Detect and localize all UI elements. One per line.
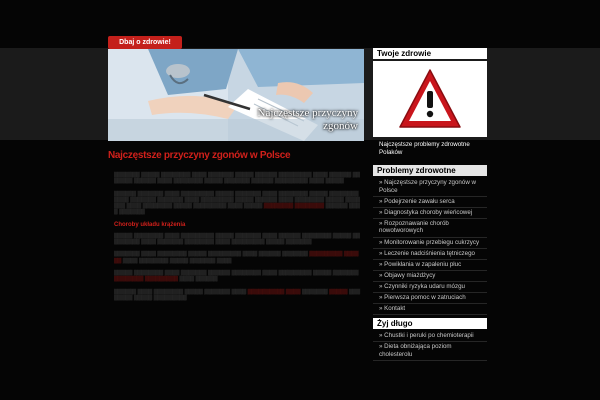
list-item[interactable]: » Leczenie nadciśnienia tętniczego: [373, 249, 487, 260]
widget-caption[interactable]: Najczęstsze problemy zdrowotne Polaków: [379, 141, 470, 156]
blurred-paragraph: ▒▒▒▒▒▒▒ ▒▒▒▒ ▒▒▒▒▒▒▒▒ ▒▒▒▒▒ ▒▒▒▒▒▒▒▒▒ ▒▒▒▒ ▒▒▒▒▒▒ ▒▒▒▒▒▒▒ ▒▒▒▒▒▒▒▒▒ ▒▒▒▒▒▒ ▒▒▒▒ ▒▒▒▒▒▒▒▒ ▒▒▒▒▒ ▒▒▒▒▒▒▒ ▒▒▒▒: [114, 251, 359, 264]
post-subheading: Choroby układu krążenia: [114, 221, 186, 228]
list-item[interactable]: » Podejrzenie zawału serca: [373, 197, 487, 208]
warning-image[interactable]: [373, 61, 487, 137]
list-item[interactable]: » Objawy miażdżycy: [373, 271, 487, 282]
zyj-dlugo-list: [373, 331, 487, 361]
blurred-paragraph: ▒▒▒▒▒▒▒ ▒▒▒▒▒ ▒▒▒▒▒▒▒▒ ▒▒▒▒ ▒▒▒▒▒▒▒ ▒▒▒▒▒ ▒▒▒▒▒▒ ▒▒▒▒▒▒▒▒▒ ▒▒▒▒ ▒▒▒▒▒▒ ▒▒▒▒▒▒▒ ▒▒▒▒▒▒ ▒▒▒▒ ▒▒▒▒▒▒▒▒ ▒▒▒▒▒ ▒▒▒▒▒▒▒ ▒▒▒▒▒▒ ▒▒▒▒▒▒▒▒▒ ▒▒▒▒ ▒▒▒▒▒: [114, 172, 360, 185]
widget-title-problemy: Problemy zdrowotne: [373, 165, 487, 176]
list-item[interactable]: » Rozpoznawanie chorób nowotworowych: [373, 219, 487, 238]
site-badge[interactable]: Dbaj o zdrowie!: [108, 36, 182, 49]
blurred-paragraph: ▒▒▒▒▒▒ ▒▒▒▒▒▒▒ ▒▒▒▒ ▒▒▒▒▒▒▒▒▒ ▒▒▒▒▒ ▒▒▒▒▒▒▒ ▒▒▒▒ ▒▒▒▒▒▒▒▒ ▒▒▒▒▒ ▒▒▒▒▒▒▒▒ ▒▒▒▒ ▒▒▒▒▒▒▒ ▒▒▒▒▒▒▒ ▒▒▒▒ ▒▒▒▒▒▒▒▒▒ ▒▒▒▒▒ ▒▒▒▒▒▒ ▒▒▒▒ ▒▒▒▒▒▒▒▒ ▒▒▒▒▒ ▒▒▒▒▒▒▒ ▒▒▒▒ ▒▒▒▒▒▒▒▒ ▒▒▒▒▒ ▒▒▒▒▒▒▒▒▒ ▒▒▒▒ ▒▒▒▒▒ ▒▒▒▒▒▒▒▒ ▒▒▒▒▒▒▒▒ ▒▒▒▒▒▒ ▒▒▒▒ ▒▒▒▒▒▒▒: [114, 190, 360, 216]
list-item[interactable]: » Dieta obniżająca poziom cholesterolu: [373, 342, 487, 361]
hero-caption[interactable]: Najczęstsze przyczyny zgonów: [257, 107, 358, 132]
list-item[interactable]: » Pierwsza pomoc w zatruciach: [373, 293, 487, 304]
blurred-paragraph: ▒▒▒▒▒ ▒▒▒▒▒▒▒▒ ▒▒▒▒ ▒▒▒▒▒▒▒▒▒ ▒▒▒▒▒ ▒▒▒▒▒▒▒ ▒▒▒▒ ▒▒▒▒▒▒ ▒▒▒▒▒▒▒▒ ▒▒▒▒▒ ▒▒▒▒▒▒▒▒▒ ▒▒▒▒ ▒▒▒▒▒▒▒ ▒▒▒▒▒▒▒▒ ▒▒▒▒ ▒▒▒▒▒▒▒▒▒ ▒▒▒▒▒ ▒▒▒▒▒▒▒: [114, 232, 360, 246]
blurred-paragraph: ▒▒▒▒▒ ▒▒▒▒▒▒▒▒ ▒▒▒▒ ▒▒▒▒▒▒▒ ▒▒▒▒▒▒ ▒▒▒▒▒▒▒▒ ▒▒▒▒ ▒▒▒▒▒▒▒▒▒ ▒▒▒▒▒ ▒▒▒▒▒▒▒ ▒▒▒▒▒▒▒▒ ▒▒▒▒▒▒▒▒▒ ▒▒▒▒ ▒▒▒▒▒▒: [114, 269, 359, 283]
widget-title-twoje-zdrowie: Twoje zdrowie: [373, 48, 487, 59]
blurred-paragraph: ▒▒▒▒▒▒ ▒▒▒▒ ▒▒▒▒▒▒▒▒ ▒▒▒▒▒ ▒▒▒▒▒▒▒ ▒▒▒▒ ▒▒▒▒▒▒▒▒▒▒ ▒▒▒▒ ▒▒▒▒▒▒▒ ▒▒▒▒▒ ▒▒▒▒▒▒▒▒ ▒▒▒▒▒ ▒▒▒▒▒▒▒▒▒: [114, 288, 360, 301]
list-item[interactable]: » Czynniki ryzyka udaru mózgu: [373, 282, 487, 293]
warning-triangle-icon: [397, 67, 463, 131]
list-item[interactable]: » Powikłania w zapaleniu płuc: [373, 260, 487, 271]
hero-image[interactable]: [108, 49, 364, 141]
list-item[interactable]: » Diagnostyka choroby wieńcowej: [373, 208, 487, 219]
problemy-list: [373, 178, 487, 315]
sidebar: [373, 48, 487, 364]
post-title[interactable]: Najczęstsze przyczyny zgonów w Polsce: [108, 150, 291, 161]
list-item[interactable]: » Kontakt: [373, 304, 487, 315]
list-item[interactable]: » Najczęstsze przyczyny zgonów w Polsce: [373, 178, 487, 197]
widget-title-zyj-dlugo: Żyj długo: [373, 318, 487, 329]
post-content: [114, 172, 360, 307]
list-item[interactable]: » Monitorowanie przebiegu cukrzycy: [373, 238, 487, 249]
list-item[interactable]: » Chustki i peruki po chemioterapii: [373, 331, 487, 342]
